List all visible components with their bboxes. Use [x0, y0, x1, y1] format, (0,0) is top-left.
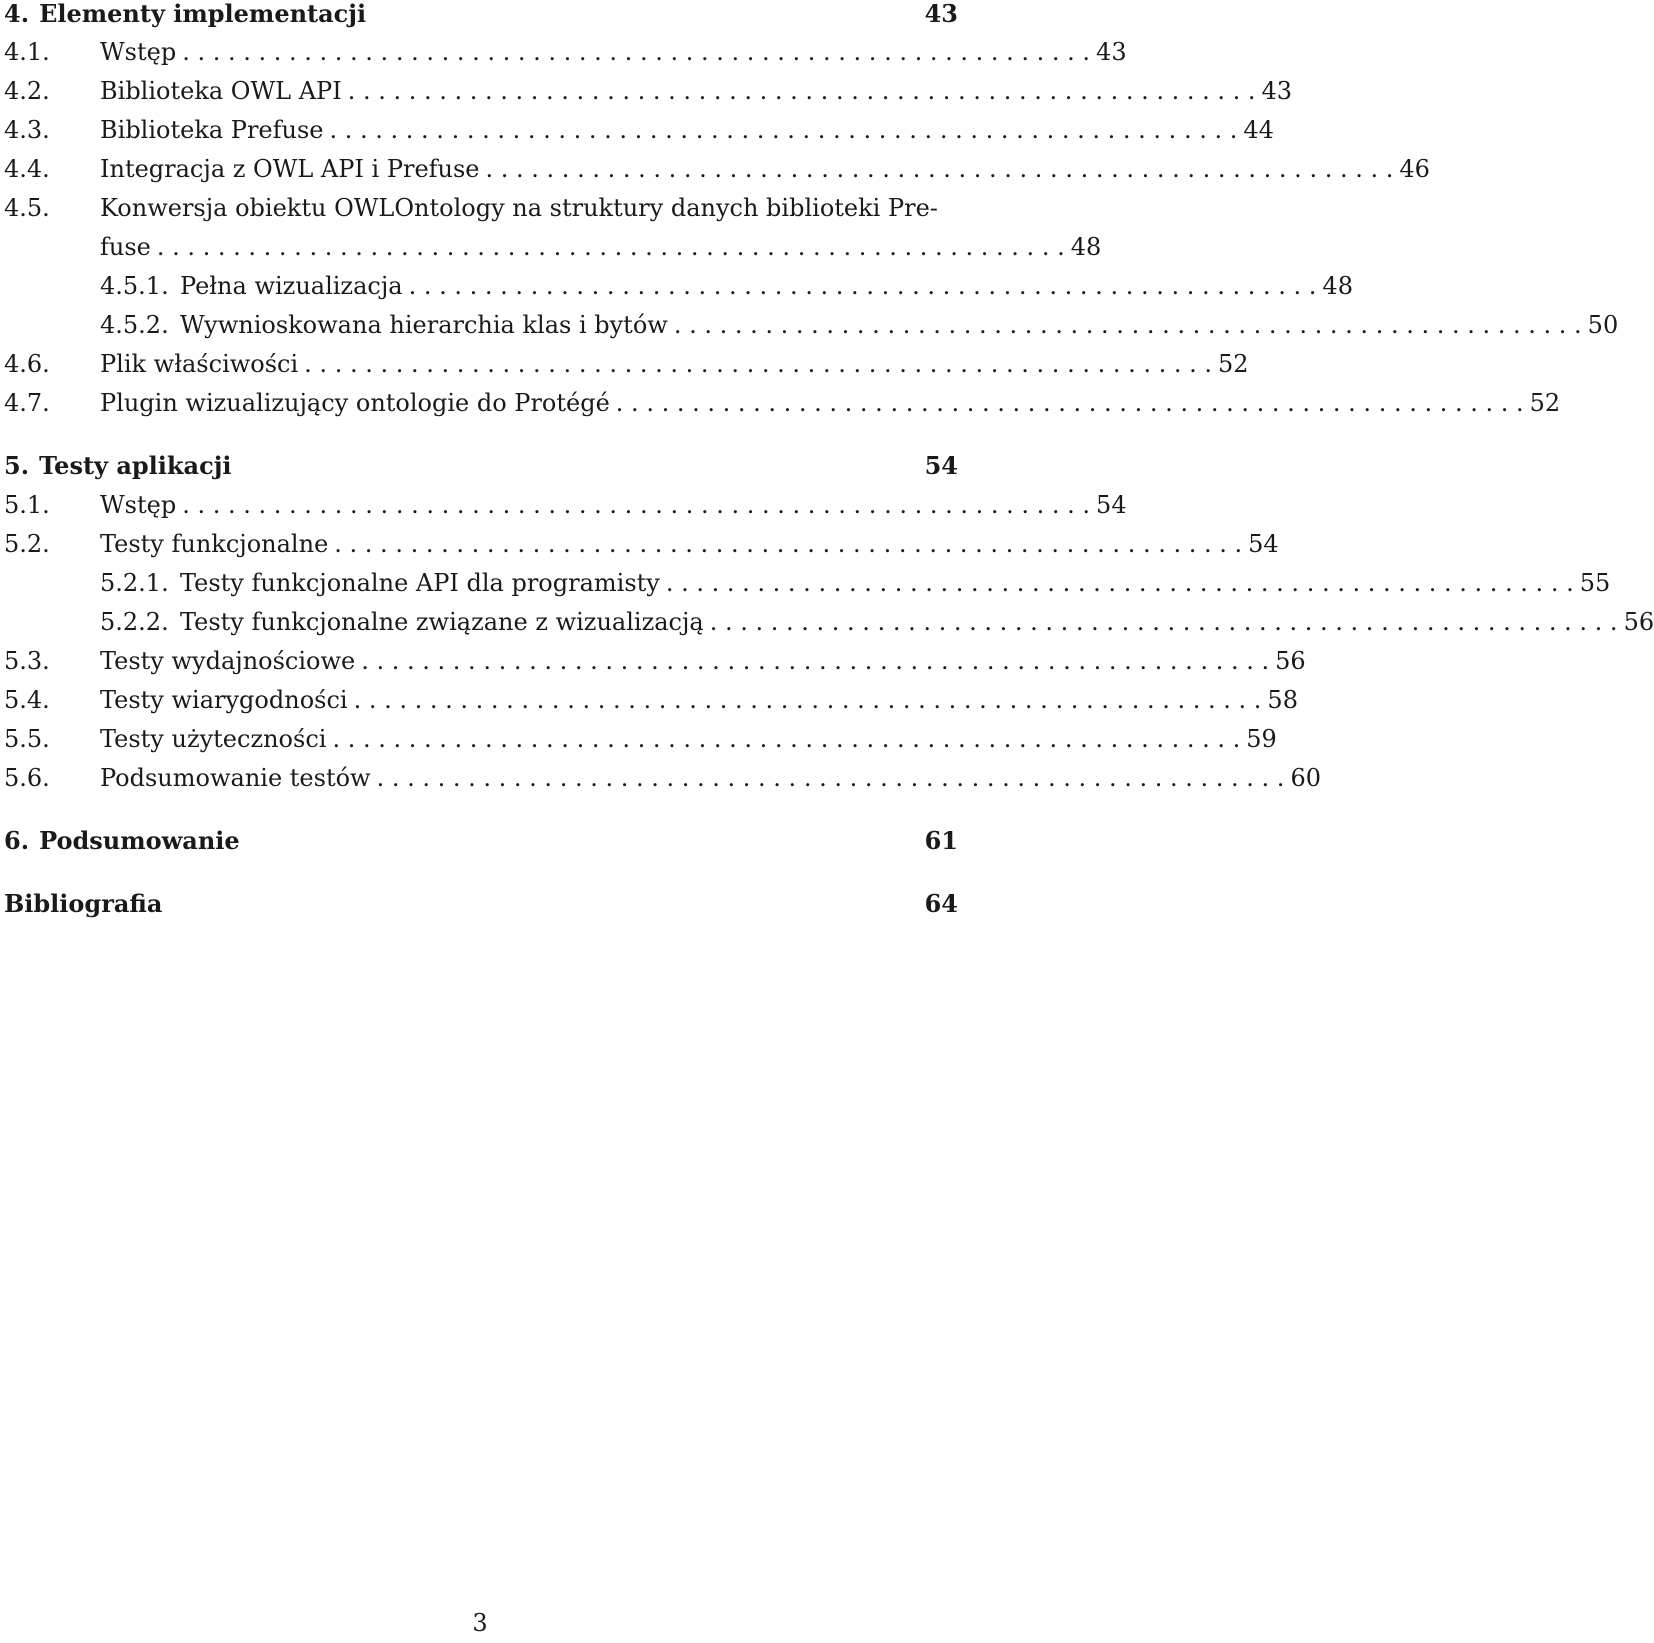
section-title: Wstęp	[100, 491, 177, 519]
chapter-title: Testy aplikacji	[39, 451, 232, 480]
section-number: 5.6.	[4, 764, 50, 792]
chapter-page: 54	[924, 451, 958, 480]
dot-leader: . . . . . . . . . . . . . . . . . . . . . . . . . . . . . . . . . . . . . . . . . . . . . . . . . . . . . . . . . . . .	[485, 155, 1394, 183]
dot-leader: . . . . . . . . . . . . . . . . . . . . . . . . . . . . . . . . . . . . . . . . . . . . . . . . . . . . . . . . . . . .	[334, 530, 1243, 558]
section-number: 4.2.	[4, 77, 50, 105]
section-page: 46	[1399, 155, 1430, 183]
section-page: 56	[1275, 647, 1306, 675]
section-title: Biblioteka OWL API	[100, 77, 342, 105]
section-page: 54	[1096, 491, 1127, 519]
chapter-number: 6.	[4, 826, 30, 855]
section-number: 5.1.	[4, 491, 50, 519]
section-title: Testy wiarygodności	[100, 686, 348, 714]
subsection-number: 5.2.2.	[100, 608, 169, 636]
bibliography-title: Bibliografia	[4, 889, 163, 918]
subsection-number: 4.5.1.	[100, 272, 169, 300]
subsection-number: 4.5.2.	[100, 311, 169, 339]
toc-section-5-1[interactable]	[4, 485, 1127, 525]
section-number: 4.5.	[4, 194, 50, 222]
toc-section-4-3[interactable]	[4, 110, 1274, 150]
subsection-page: 50	[1587, 311, 1619, 339]
section-title: Biblioteka Prefuse	[100, 116, 324, 144]
chapter-number: 4.	[4, 0, 30, 28]
section-number: 4.4.	[4, 155, 50, 183]
section-page: 58	[1267, 686, 1298, 714]
toc-subsection-4-5-1[interactable]	[4, 266, 1353, 306]
section-number: 5.3.	[4, 647, 50, 675]
subsection-title: Testy funkcjonalne API dla programisty	[180, 569, 660, 597]
chapter-page: 43	[924, 0, 958, 28]
section-number: 4.3.	[4, 116, 50, 144]
subsection-page: 48	[1322, 272, 1353, 300]
toc-section-4-1[interactable]	[4, 32, 1127, 72]
toc-subsection-4-5-2[interactable]	[4, 305, 1619, 345]
dot-leader: . . . . . . . . . . . . . . . . . . . . . . . . . . . . . . . . . . . . . . . . . . . . . . . . . . . . . . . . . . . .	[361, 647, 1270, 675]
toc-subsection-5-2-2[interactable]	[4, 602, 1654, 642]
section-title-line2: fuse	[100, 233, 151, 261]
dot-leader: . . . . . . . . . . . . . . . . . . . . . . . . . . . . . . . . . . . . . . . . . . . . . . . . . . . . . . . . . . . .	[408, 272, 1317, 300]
toc-section-5-4[interactable]	[4, 680, 1298, 720]
section-title: Podsumowanie testów	[100, 764, 371, 792]
toc-chapter-4[interactable]	[4, 0, 958, 34]
section-page: 54	[1248, 530, 1279, 558]
toc-section-4-5-line1[interactable]	[4, 188, 958, 228]
dot-leader: . . . . . . . . . . . . . . . . . . . . . . . . . . . . . . . . . . . . . . . . . . . . . . . . . . . . . . . . . . . .	[332, 725, 1241, 753]
toc-section-5-6[interactable]	[4, 758, 1321, 798]
dot-leader: . . . . . . . . . . . . . . . . . . . . . . . . . . . . . . . . . . . . . . . . . . . . . . . . . . . . . . . . . . . .	[182, 491, 1091, 519]
toc-section-4-4[interactable]	[4, 149, 1430, 189]
subsection-page: 55	[1579, 569, 1611, 597]
chapter-title: Podsumowanie	[39, 826, 240, 855]
section-page: 48	[1070, 233, 1102, 261]
dot-leader: . . . . . . . . . . . . . . . . . . . . . . . . . . . . . . . . . . . . . . . . . . . . . . . . . . . . . . . . . . . .	[615, 389, 1524, 417]
section-number: 4.6.	[4, 350, 50, 378]
dot-leader: . . . . . . . . . . . . . . . . . . . . . . . . . . . . . . . . . . . . . . . . . . . . . . . . . . . . . . . . . . . .	[182, 38, 1091, 66]
toc-chapter-6[interactable]	[4, 821, 958, 861]
section-number: 5.2.	[4, 530, 50, 558]
subsection-number: 5.2.1.	[100, 569, 169, 597]
dot-leader: . . . . . . . . . . . . . . . . . . . . . . . . . . . . . . . . . . . . . . . . . . . . . . . . . . . . . . . . . . . .	[673, 311, 1582, 339]
section-title: Testy wydajnościowe	[100, 647, 356, 675]
dot-leader: . . . . . . . . . . . . . . . . . . . . . . . . . . . . . . . . . . . . . . . . . . . . . . . . . . . . . . . . . . . .	[156, 233, 1065, 261]
dot-leader: . . . . . . . . . . . . . . . . . . . . . . . . . . . . . . . . . . . . . . . . . . . . . . . . . . . . . . . . . . . .	[304, 350, 1213, 378]
dot-leader: . . . . . . . . . . . . . . . . . . . . . . . . . . . . . . . . . . . . . . . . . . . . . . . . . . . . . . . . . . . .	[347, 77, 1256, 105]
section-page: 59	[1246, 725, 1277, 753]
section-title: Testy użyteczności	[100, 725, 327, 753]
toc-section-4-6[interactable]	[4, 344, 1249, 384]
section-title: Integracja z OWL API i Prefuse	[100, 155, 480, 183]
dot-leader: . . . . . . . . . . . . . . . . . . . . . . . . . . . . . . . . . . . . . . . . . . . . . . . . . . . . . . . . . . . .	[376, 764, 1285, 792]
section-number: 4.1.	[4, 38, 50, 66]
section-title: Testy funkcjonalne	[100, 530, 329, 558]
dot-leader: . . . . . . . . . . . . . . . . . . . . . . . . . . . . . . . . . . . . . . . . . . . . . . . . . . . . . . . . . . . .	[353, 686, 1262, 714]
toc-section-5-3[interactable]	[4, 641, 1306, 681]
toc-chapter-5[interactable]	[4, 446, 958, 486]
page-number: 3	[472, 1609, 488, 1637]
section-number: 4.7.	[4, 389, 50, 417]
chapter-title: Elementy implementacji	[39, 0, 367, 28]
section-title: Plugin wizualizujący ontologie do Protégé	[100, 389, 610, 417]
dot-leader: . . . . . . . . . . . . . . . . . . . . . . . . . . . . . . . . . . . . . . . . . . . . . . . . . . . . . . . . . . . .	[329, 116, 1238, 144]
subsection-title: Wywnioskowana hierarchia klas i bytów	[180, 311, 668, 339]
section-page: 52	[1218, 350, 1249, 378]
section-page: 60	[1290, 764, 1321, 792]
toc-subsection-5-2-1[interactable]	[4, 563, 1611, 603]
toc-section-4-7[interactable]	[4, 383, 1561, 423]
chapter-number: 5.	[4, 451, 30, 480]
bibliography-page: 64	[924, 889, 958, 918]
toc-section-5-2[interactable]	[4, 524, 1279, 564]
chapter-page: 61	[924, 826, 958, 855]
subsection-title: Pełna wizualizacja	[180, 272, 403, 300]
section-page: 52	[1529, 389, 1561, 417]
section-page: 43	[1261, 77, 1293, 105]
section-number: 5.4.	[4, 686, 50, 714]
dot-leader: . . . . . . . . . . . . . . . . . . . . . . . . . . . . . . . . . . . . . . . . . . . . . . . . . . . . . . . . . . . .	[665, 569, 1574, 597]
section-title: Wstęp	[100, 38, 177, 66]
section-title-line1: Konwersja obiektu OWLOntology na struktury danych biblioteki Pre-	[100, 194, 938, 222]
toc-section-5-5[interactable]	[4, 719, 1277, 759]
toc-section-4-2[interactable]	[4, 71, 1293, 111]
section-page: 44	[1243, 116, 1274, 144]
subsection-title: Testy funkcjonalne związane z wizualizacją	[180, 608, 704, 636]
section-title: Plik właściwości	[100, 350, 299, 378]
toc-bibliography[interactable]	[4, 884, 958, 924]
section-number: 5.5.	[4, 725, 50, 753]
toc-section-4-5-line2[interactable]	[4, 227, 1102, 267]
dot-leader: . . . . . . . . . . . . . . . . . . . . . . . . . . . . . . . . . . . . . . . . . . . . . . . . . . . . . . . . . . . .	[709, 608, 1618, 636]
section-page: 43	[1096, 38, 1127, 66]
subsection-page: 56	[1623, 608, 1654, 636]
